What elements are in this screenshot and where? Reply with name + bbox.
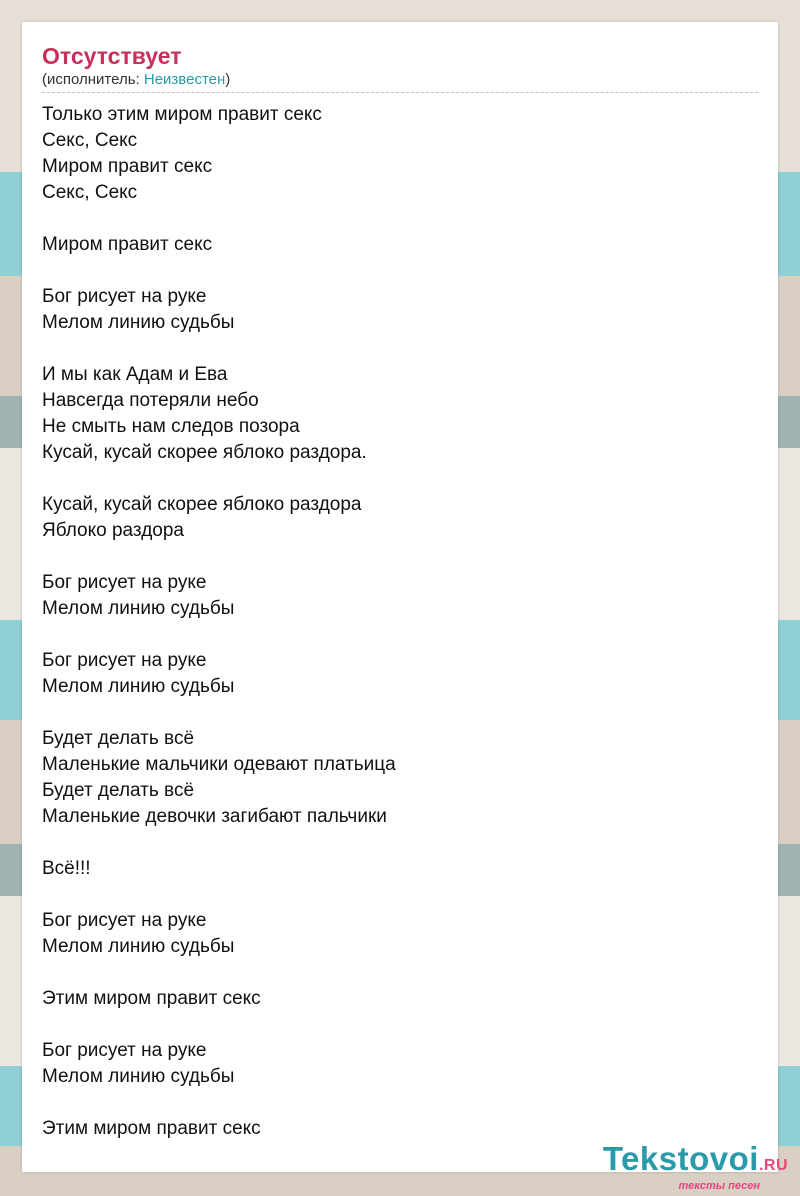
lyric-blank-line xyxy=(42,336,758,362)
lyric-blank-line xyxy=(42,960,758,986)
lyric-line: Маленькие мальчики одевают платьица xyxy=(42,754,396,775)
lyric-line: Этим миром правит секс xyxy=(42,988,261,1009)
lyric-line: Маленькие девочки загибают пальчики xyxy=(42,806,387,827)
lyric-line: Только этим миром правит секс xyxy=(42,104,322,125)
logo-wordmark xyxy=(603,1141,788,1184)
lyric-line: Секс, Секс xyxy=(42,130,138,151)
lyric-blank-line xyxy=(42,622,758,648)
lyric-line: Миром правит секс xyxy=(42,156,213,177)
lyrics-card xyxy=(22,22,778,1172)
lyric-line: Навсегда потеряли небо xyxy=(42,390,259,411)
lyric-line: Мелом линию судьбы xyxy=(42,312,235,333)
lyric-line: Бог рисует на руке xyxy=(42,910,207,931)
lyric-line: Кусай, кусай скорее яблоко раздора xyxy=(42,494,362,515)
lyric-blank-line xyxy=(42,1012,758,1038)
lyric-line: Миром правит секс xyxy=(42,234,213,255)
logo-name: Tekstovoi xyxy=(602,1140,759,1177)
lyric-blank-line xyxy=(42,700,758,726)
song-title: Отсутствует xyxy=(42,43,182,69)
lyric-line: Бог рисует на руке xyxy=(42,650,207,671)
lyric-line: Будет делать всё xyxy=(42,728,195,749)
lyric-line: Мелом линию судьбы xyxy=(42,676,235,697)
logo-tagline: тексты песен xyxy=(678,1180,760,1192)
site-logo[interactable] xyxy=(603,1141,788,1192)
lyric-line: Мелом линию судьбы xyxy=(42,598,235,619)
performer-suffix: ) xyxy=(225,71,231,88)
lyric-line: Бог рисует на руке xyxy=(42,1040,207,1061)
lyric-line: Яблоко раздора xyxy=(42,520,184,541)
lyric-blank-line xyxy=(42,466,758,492)
lyric-line: Секс, Секс xyxy=(42,182,138,203)
lyric-line: Бог рисует на руке xyxy=(42,286,207,307)
performer-link[interactable]: Неизвестен xyxy=(143,71,226,88)
lyric-line: Кусай, кусай скорее яблоко раздора. xyxy=(42,442,367,463)
lyric-line: Этим миром правит секс xyxy=(42,1118,261,1139)
performer-line xyxy=(42,70,758,93)
lyric-blank-line xyxy=(42,1090,758,1116)
lyric-line: Будет делать всё xyxy=(42,780,195,801)
lyric-blank-line xyxy=(42,830,758,856)
lyrics-text xyxy=(42,102,758,1142)
lyric-line: Всё!!! xyxy=(42,858,91,879)
lyric-line: Не смыть нам следов позора xyxy=(42,416,300,437)
lyric-blank-line xyxy=(42,258,758,284)
lyric-line: Бог рисует на руке xyxy=(42,572,207,593)
performer-prefix: (исполнитель: xyxy=(42,71,144,88)
lyric-blank-line xyxy=(42,882,758,908)
lyric-line: Мелом линию судьбы xyxy=(42,936,235,957)
lyric-blank-line xyxy=(42,544,758,570)
lyric-blank-line xyxy=(42,206,758,232)
lyric-line: Мелом линию судьбы xyxy=(42,1066,235,1087)
lyric-line: И мы как Адам и Ева xyxy=(42,364,228,385)
logo-tld: .RU xyxy=(758,1157,788,1174)
